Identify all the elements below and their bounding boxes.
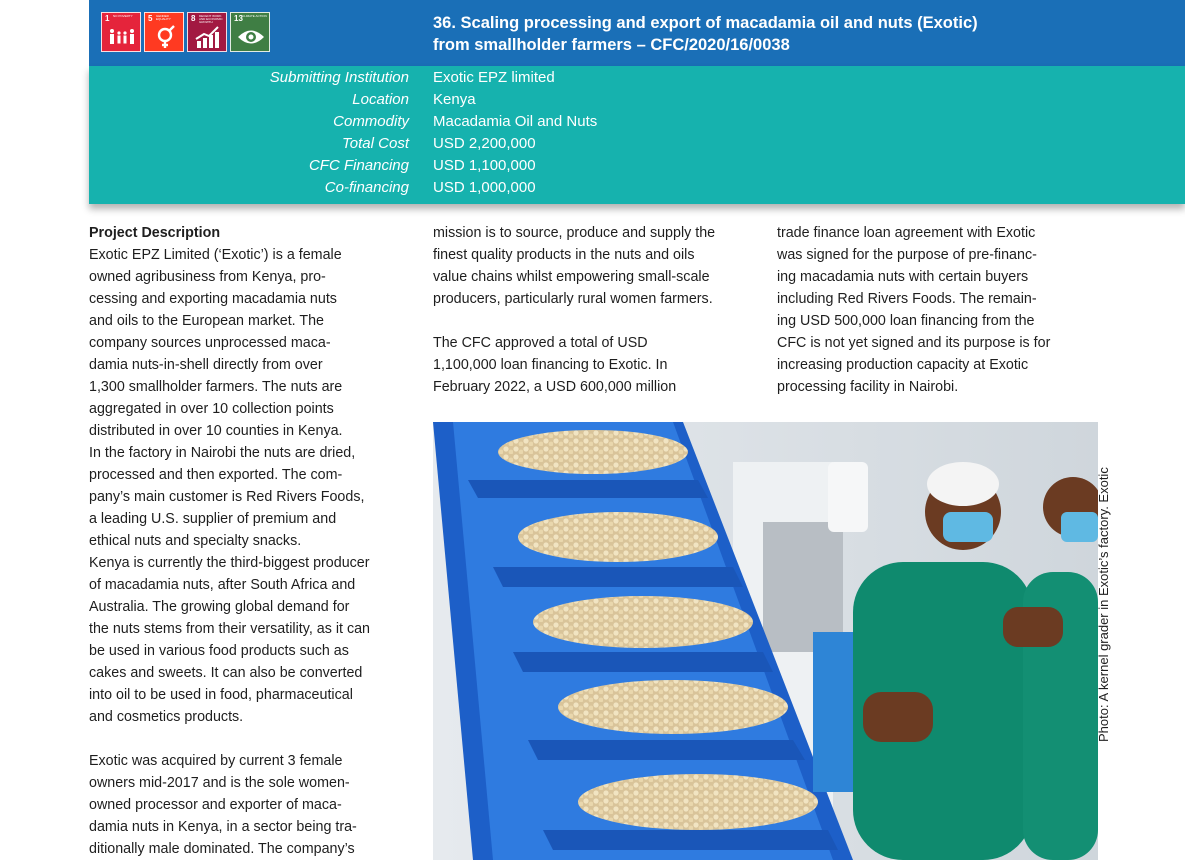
text-line: the nuts stems from their versatility, as it can xyxy=(89,621,371,637)
project-info-table xyxy=(89,66,1185,204)
text-line: including Red Rivers Foods. The remain- xyxy=(777,291,1037,307)
text-line: owners mid-2017 and is the sole women- xyxy=(89,775,350,791)
text-line: ditionally male dominated. The company’s xyxy=(89,841,355,857)
info-row-total-cost xyxy=(89,133,1185,155)
text-line: 1,300 smallholder farmers. The nuts are xyxy=(89,379,343,395)
text-line: and cosmetics products. xyxy=(89,709,244,725)
text-line: processed and then exported. The com- xyxy=(89,467,343,483)
info-row-cfc-financing xyxy=(89,155,1185,177)
text-line: a leading U.S. supplier of premium and xyxy=(89,511,337,527)
column-1 xyxy=(89,222,419,860)
text-line: In the factory in Nairobi the nuts are dried, xyxy=(89,445,356,461)
info-label: Total Cost xyxy=(342,135,409,152)
text-line: The CFC approved a total of USD xyxy=(433,335,648,351)
photo-caption: Photo: A kernel grader in Exotic’s factory. Exotic xyxy=(1096,467,1111,742)
text-line: processing facility in Nairobi. xyxy=(777,379,959,395)
text-line: Exotic EPZ Limited (‘Exotic’) is a female xyxy=(89,247,342,263)
text-line: aggregated in over 10 collection points xyxy=(89,401,334,417)
info-value: USD 1,100,000 xyxy=(433,157,536,174)
text-line: cakes and sweets. It can also be converted xyxy=(89,665,363,681)
info-row-co-financing xyxy=(89,177,1185,199)
text-line: 1,100,000 loan financing to Exotic. In xyxy=(433,357,668,373)
info-row-institution xyxy=(89,67,1185,89)
info-label: CFC Financing xyxy=(308,157,409,174)
info-value: Kenya xyxy=(433,91,476,108)
text-line: owned processor and exporter of maca- xyxy=(89,797,342,813)
text-line: damia nuts in Kenya, in a sector being tra- xyxy=(89,819,357,835)
info-label: Location xyxy=(352,91,409,108)
text-line: Exotic was acquired by current 3 female xyxy=(89,753,343,769)
text-line: cessing and exporting macadamia nuts xyxy=(89,291,337,307)
factory-photo xyxy=(433,422,1098,860)
column-3 xyxy=(777,222,1097,398)
column-3-text xyxy=(777,222,1097,398)
text-line: value chains whilst empowering small-scale xyxy=(433,269,710,285)
sdg-icons xyxy=(101,12,270,52)
sdg-goal-8-icon: 8 DECENT WORK AND ECONOMIC GROWTH xyxy=(187,12,227,52)
text-line: ethical nuts and specialty snacks. xyxy=(89,533,302,549)
text-line: finest quality products in the nuts and oils xyxy=(433,247,695,263)
paragraph-gap xyxy=(433,310,768,332)
text-line: of macadamia nuts, after South Africa and xyxy=(89,577,356,593)
text-line: was signed for the purpose of pre-financ- xyxy=(777,247,1037,263)
column-2 xyxy=(433,222,768,398)
column-2-text xyxy=(433,222,768,398)
text-line: increasing production capacity at Exotic xyxy=(777,357,1029,373)
text-line: damia nuts-in-shell directly from over xyxy=(89,357,323,373)
info-row-location xyxy=(89,89,1185,111)
text-line: February 2022, a USD 600,000 million xyxy=(433,379,677,395)
title-line-1: 36. Scaling processing and export of macadamia oil and nuts (Exotic) xyxy=(433,14,978,32)
sdg-goal-5-icon: 5 GENDER EQUALITY xyxy=(144,12,184,52)
text-line: producers, particularly rural women farmers. xyxy=(433,291,713,307)
section-heading: Project Description xyxy=(89,225,221,241)
info-value: USD 2,200,000 xyxy=(433,135,536,152)
column-1-text xyxy=(89,244,419,860)
text-line: mission is to source, produce and supply the xyxy=(433,225,716,241)
info-value: Macadamia Oil and Nuts xyxy=(433,113,598,130)
info-value: Exotic EPZ limited xyxy=(433,69,555,86)
info-label: Commodity xyxy=(333,113,409,130)
info-label: Co-financing xyxy=(324,179,409,196)
text-line: ing USD 500,000 loan financing from the xyxy=(777,313,1035,329)
title-line-2: from smallholder farmers – CFC/2020/16/0038 xyxy=(433,36,790,54)
info-row-commodity xyxy=(89,111,1185,133)
text-line: Kenya is currently the third-biggest producer xyxy=(89,555,370,571)
text-line: CFC is not yet signed and its purpose is for xyxy=(777,335,1051,351)
sdg-goal-1-icon: 1 NO POVERTY xyxy=(101,12,141,52)
info-label: Submitting Institution xyxy=(269,69,409,86)
info-value: USD 1,000,000 xyxy=(433,179,536,196)
sdg-goal-13-icon: 13 CLIMATE ACTION xyxy=(230,12,270,52)
text-line: be used in various food products such as xyxy=(89,643,349,659)
paragraph-gap xyxy=(89,728,419,750)
text-line: company sources unprocessed maca- xyxy=(89,335,331,351)
text-line: and oils to the European market. The xyxy=(89,313,324,329)
text-line: ing macadamia nuts with certain buyers xyxy=(777,269,1029,285)
text-line: pany’s main customer is Red Rivers Foods, xyxy=(89,489,365,505)
text-line: owned agribusiness from Kenya, pro- xyxy=(89,269,326,285)
text-line: trade finance loan agreement with Exotic xyxy=(777,225,1036,241)
project-title xyxy=(433,12,1153,56)
text-line: distributed in over 10 counties in Kenya. xyxy=(89,423,343,439)
text-line: into oil to be used in food, pharmaceutical xyxy=(89,687,353,703)
text-line: Australia. The growing global demand for xyxy=(89,599,350,615)
